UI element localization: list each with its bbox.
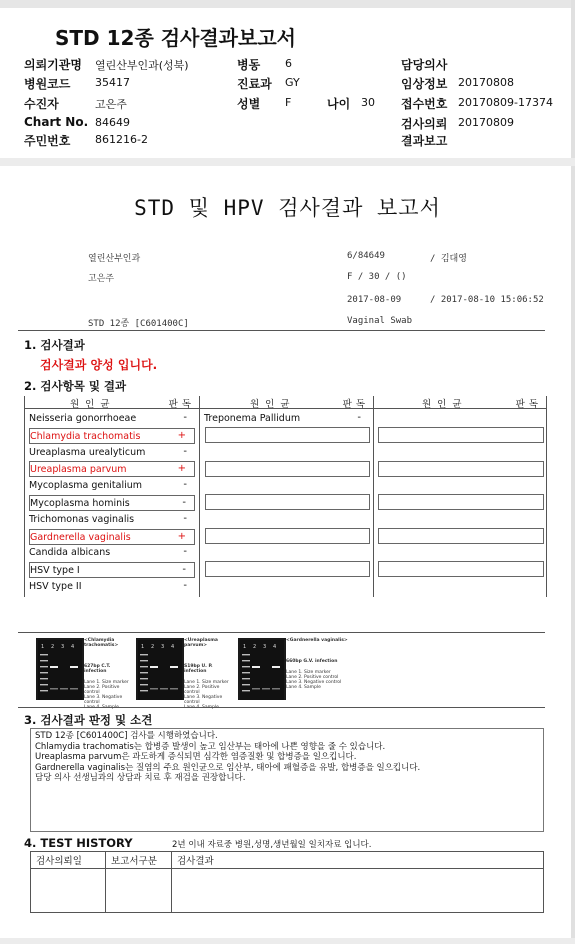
empty-result-box: [205, 494, 370, 510]
section-separator: [0, 158, 575, 166]
gel-lanes-graphic: [138, 640, 182, 700]
doc-chart-doctor: 6/84649: [347, 251, 385, 261]
doc-doctor: / 김대영: [430, 254, 467, 264]
organism-name: Mycoplasma hominis: [30, 498, 130, 509]
gel-legend-line: Lane 1. Size marker: [286, 670, 331, 675]
empty-result-box: [205, 528, 370, 544]
header-judge: 판독: [342, 399, 369, 410]
gel-title: <Ureaplasma parvum>: [184, 638, 218, 648]
gel-title: <Chlamydia trachomatis>: [84, 638, 119, 648]
label-clinical-info: 임상정보: [401, 77, 448, 91]
result-row: [29, 545, 195, 561]
history-cell: [106, 869, 172, 913]
gel-legend: [286, 638, 364, 700]
column-header: [200, 396, 373, 409]
organism-name: Treponema Pallidum: [204, 413, 301, 424]
doc-specimen: Vaginal Swab: [347, 316, 413, 326]
label-result-report: 결과보고: [401, 134, 448, 148]
column-header: [374, 396, 546, 409]
label-doctor: 담당의사: [401, 58, 448, 72]
organism-name: Ureaplasma parvum: [30, 464, 127, 476]
history-cell: [172, 869, 544, 913]
column-header: [25, 396, 199, 409]
organism-name: HSV type II: [29, 581, 82, 592]
svg-text:1: 1: [243, 644, 247, 650]
organism-name: Gardnerella vaginalis: [30, 531, 131, 543]
result-mark: -: [182, 564, 186, 576]
label-receipt-no: 접수번호: [401, 97, 448, 111]
result-mark: -: [183, 512, 187, 524]
value-clinical-info: 20170808: [458, 76, 514, 89]
doc-test-name: STD 12종 [C601400C]: [88, 319, 189, 329]
svg-text:2: 2: [51, 644, 55, 650]
result-row: [204, 411, 369, 427]
empty-result-box: [205, 561, 370, 577]
divider: [18, 632, 545, 633]
label-department: 진료과: [237, 77, 272, 91]
value-department: GY: [285, 76, 300, 89]
value-receipt-no: 20170809-17374: [458, 96, 553, 109]
gel-lanes-graphic: [38, 640, 82, 700]
results-column-2: [199, 396, 374, 597]
sec2-title: 2. 검사항목 및 결과: [24, 379, 127, 393]
result-mark: +: [177, 530, 186, 542]
empty-result-box: [378, 461, 544, 477]
empty-result-box: [378, 494, 544, 510]
positive-result-text: 검사결과 양성 입니다.: [40, 358, 158, 372]
label-chart-no: Chart No.: [24, 115, 89, 129]
svg-text:4: 4: [71, 644, 75, 650]
gel-band-label: 627bp C.T. infection: [84, 664, 111, 674]
result-row: [29, 445, 195, 461]
organism-name: HSV type I: [30, 565, 80, 577]
sec4-title: 4. TEST HISTORY: [24, 836, 133, 850]
history-header: 보고서구분: [106, 852, 172, 869]
comment-line: Chlamydia trachomatis는 합병증 발생이 높고 임산부는 태아에 나쁜 영향을 줄 수 있습니다.: [35, 741, 386, 752]
doc-hospital: 열린산부인과: [88, 254, 141, 264]
result-mark: +: [177, 463, 186, 475]
gel-legend-line: Lane 3. Negative control: [184, 695, 223, 705]
result-row: [29, 411, 195, 427]
empty-result-box: [378, 561, 544, 577]
top-strip: [0, 0, 575, 8]
empty-result-box: [205, 461, 370, 477]
result-row: [29, 495, 195, 511]
results-column-3: [373, 396, 547, 597]
result-row: [29, 461, 195, 477]
sec1-title: 1. 검사결과: [24, 338, 85, 352]
gel-legend: [184, 638, 230, 705]
gel-legend-line: Lane 2. Positive control: [184, 685, 220, 695]
report-title: STD 12종 검사결과보고서: [55, 26, 296, 50]
svg-text:1: 1: [141, 644, 145, 650]
document-title: STD 및 HPV 검사결과 보고서: [134, 196, 441, 220]
label-request-date: 검사의뢰: [401, 117, 448, 131]
value-resident-no: 861216-2: [95, 133, 148, 146]
result-row: [29, 512, 195, 528]
comment-line: 담당 의사 선생님과의 상담과 치료 후 재검을 권장합니다.: [35, 773, 246, 783]
label-hospital-code: 병원코드: [24, 77, 71, 91]
label-age: 나이: [327, 97, 351, 111]
organism-name: Mycoplasma genitalium: [29, 480, 143, 492]
header-cause: 원인균: [422, 399, 468, 410]
value-chart-no: 84649: [95, 116, 130, 129]
svg-text:3: 3: [161, 644, 165, 650]
organism-name: Chlamydia trachomatis: [30, 430, 141, 442]
result-mark: -: [183, 445, 187, 457]
history-cell: [31, 869, 106, 913]
comment-line: Gardnerella vaginalis는 질염의 주요 원인균으로 임산부, 태아에 패혈증을 유발, 합병증을 일으킵니다.: [35, 762, 421, 773]
label-hospital: 의뢰기관명: [24, 58, 82, 72]
label-patient: 수진자: [24, 97, 59, 111]
history-header: 검사의뢰일: [31, 852, 106, 869]
bottom-strip: [0, 938, 575, 944]
result-row: [29, 428, 195, 444]
value-ward: 6: [285, 57, 292, 70]
result-row: [29, 579, 195, 595]
gel-legend-line: Lane 1. Size marker: [184, 680, 229, 685]
doc-sex-age: F / 30 / (): [347, 272, 407, 282]
comment-line: Ureaplasma parvum은 과도하게 증식되면 심각한 염증질환 및 합병증을 일으킵니다.: [35, 752, 357, 762]
gel-legend-line: Lane 3. Negative control: [286, 680, 342, 685]
gel-legend-line: Lane 3. Negative control: [84, 695, 123, 705]
value-hospital: 열린산부인과(성북): [95, 59, 189, 72]
result-mark: -: [183, 479, 187, 491]
gel-legend-line: Lane 2. Positive control: [84, 685, 120, 695]
result-row: [29, 529, 195, 545]
header-judge: 판독: [515, 399, 542, 410]
label-resident-no: 주민번호: [24, 134, 71, 148]
result-mark: -: [357, 412, 361, 423]
svg-text:4: 4: [273, 644, 277, 650]
organism-name: Ureaplasma urealyticum: [29, 446, 146, 458]
organism-name: Neisseria gonorrhoeae: [29, 413, 137, 424]
empty-result-box: [205, 427, 370, 443]
comment-line: STD 12종 [C601400C] 검사를 시행하였습니다.: [35, 731, 218, 741]
gel-legend-line: Lane 1. Size marker: [84, 680, 129, 685]
results-column-1: [24, 396, 200, 597]
result-mark: +: [177, 429, 186, 441]
history-header: 검사결과: [172, 852, 544, 869]
value-patient: 고은주: [95, 98, 127, 111]
gel-band-label: S19bp U. P. infection: [184, 664, 213, 674]
history-note: 2년 이내 자료중 병원,성명,생년월일 일치자료 입니다.: [172, 840, 372, 850]
result-mark: -: [183, 546, 187, 558]
svg-text:4: 4: [171, 644, 175, 650]
value-sex: F: [285, 96, 292, 109]
header-judge: 판독: [168, 399, 195, 410]
result-mark: -: [183, 580, 187, 591]
gel-band-label: 660bp G.V. infection: [286, 659, 338, 664]
gel-title: <Gardnerella vaginalis>: [286, 638, 348, 643]
svg-text:1: 1: [41, 644, 45, 650]
header-cause: 원인균: [70, 399, 116, 410]
organism-name: Trichomonas vaginalis: [29, 513, 135, 525]
organism-name: Candida albicans: [29, 547, 111, 559]
doc-date-received: 2017-08-09: [347, 295, 402, 305]
svg-text:2: 2: [253, 644, 257, 650]
svg-text:3: 3: [61, 644, 65, 650]
gel-legend-line: Lane 4. Sample: [286, 685, 321, 690]
history-table: [30, 851, 544, 913]
divider: [18, 707, 545, 708]
doc-date-reported: / 2017-08-10 15:06:52: [430, 295, 544, 305]
scrollbar[interactable]: [571, 0, 575, 944]
label-sex: 성별: [237, 97, 261, 111]
comment-box: [30, 728, 544, 832]
sec3-title: 3. 검사결과 판정 및 소견: [24, 713, 153, 727]
svg-text:3: 3: [263, 644, 267, 650]
divider: [18, 330, 545, 331]
svg-text:2: 2: [151, 644, 155, 650]
gel-legend-line: Lane 2. Positive control: [286, 675, 339, 680]
value-request-date: 20170809: [458, 116, 514, 129]
label-ward: 병동: [237, 58, 261, 72]
gel-lanes-graphic: [240, 640, 284, 700]
gel-legend: [84, 638, 130, 705]
result-row: [29, 478, 195, 494]
empty-result-box: [378, 427, 544, 443]
value-age: 30: [361, 96, 375, 109]
result-mark: -: [182, 497, 186, 508]
result-mark: -: [183, 412, 187, 423]
empty-result-box: [378, 528, 544, 544]
doc-patient: 고은주: [88, 274, 115, 284]
header-cause: 원인균: [250, 399, 296, 410]
value-hospital-code: 35417: [95, 76, 130, 89]
result-row: [29, 562, 195, 578]
